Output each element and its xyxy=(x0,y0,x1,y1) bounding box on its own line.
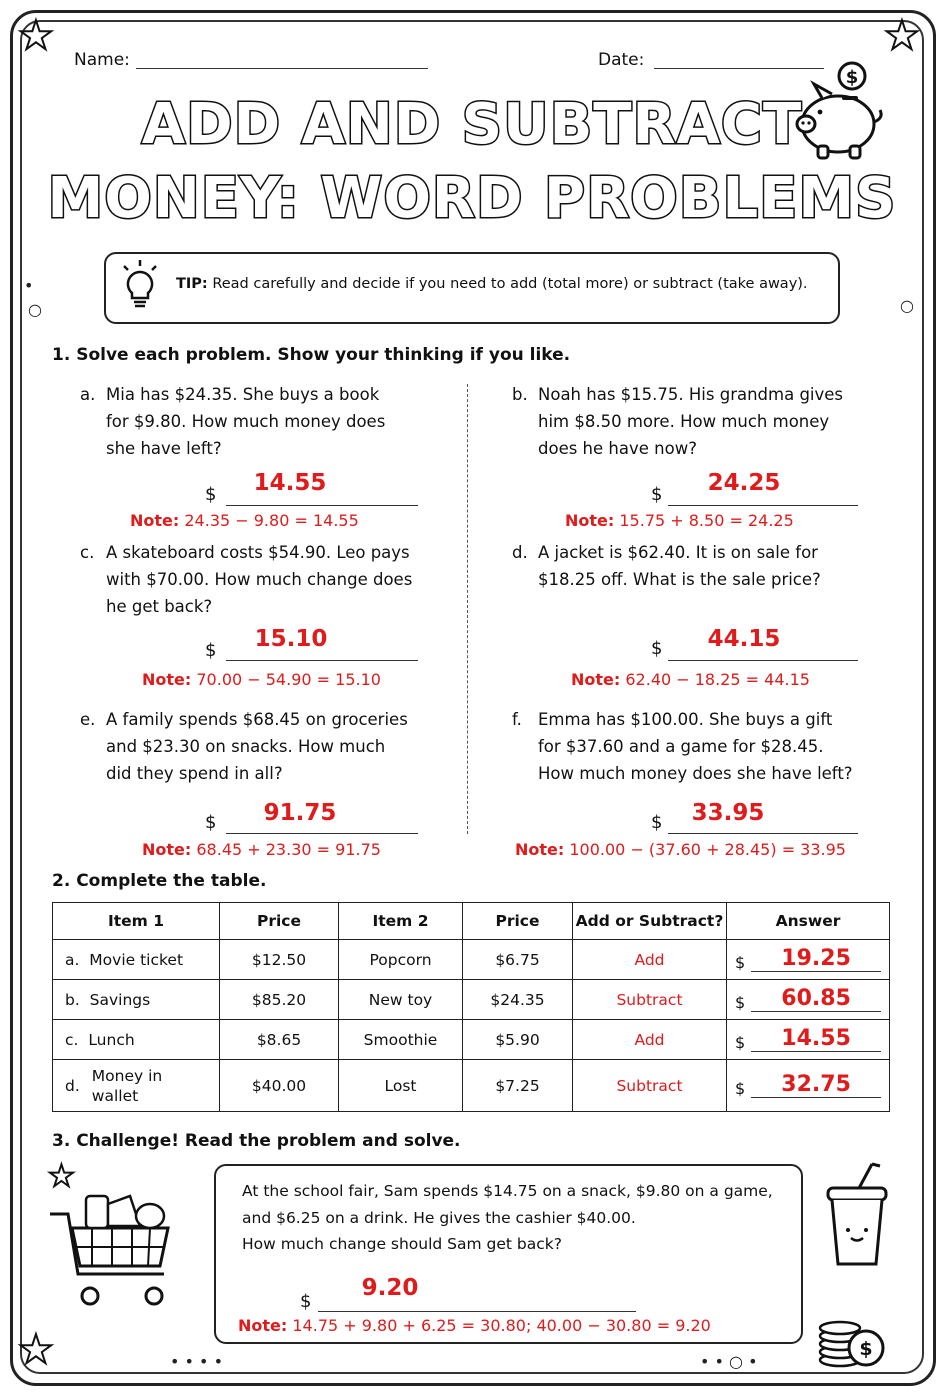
item2-cell: New toy xyxy=(339,980,463,1020)
price1-cell: $40.00 xyxy=(220,1060,339,1112)
star-icon: ★ xyxy=(884,13,920,59)
name-field[interactable] xyxy=(136,68,428,69)
problem-line: $18.25 off. What is the sale price? xyxy=(538,570,821,589)
dollar-sign: $ xyxy=(651,638,663,659)
problem-d xyxy=(512,539,821,589)
item1: Lunch xyxy=(88,1030,135,1049)
answer-value: 14.55 xyxy=(751,1027,881,1052)
drink-cup-icon xyxy=(822,1160,892,1272)
answer-note xyxy=(565,511,794,530)
dollar-sign: $ xyxy=(300,1291,312,1312)
answer-note xyxy=(142,840,381,859)
price2-cell: $6.75 xyxy=(463,940,573,980)
note-label: Note: xyxy=(515,840,565,859)
answer-note xyxy=(142,670,381,689)
tip-body: Read carefully and decide if you need to add (total more) or subtract (take away). xyxy=(207,276,808,292)
answer-line[interactable] xyxy=(226,505,418,506)
problem-letter: b. xyxy=(512,385,528,404)
item1-cell xyxy=(53,1020,220,1060)
problem-line: A jacket is $62.40. It is on sale for xyxy=(538,543,818,562)
challenge-text xyxy=(242,1178,773,1258)
svg-text:$: $ xyxy=(859,1338,873,1360)
column-header: Item 1 xyxy=(53,903,220,940)
item2-cell: Lost xyxy=(339,1060,463,1112)
dollar-sign: $ xyxy=(205,484,217,505)
operation-cell: Subtract xyxy=(573,980,727,1020)
problem-line: for $37.60 and a game for $28.45. xyxy=(538,737,824,756)
problem-line: and $23.30 on snacks. How much xyxy=(106,737,386,756)
row-letter: d. xyxy=(65,1076,80,1095)
answer-note xyxy=(571,670,810,689)
problem-a xyxy=(80,381,386,458)
column-header: Item 2 xyxy=(339,903,463,940)
price2-cell: $24.35 xyxy=(463,980,573,1020)
problem-line: she have left? xyxy=(106,439,222,458)
answer-note xyxy=(515,840,846,859)
operation-cell: Add xyxy=(573,1020,727,1060)
dollar-sign: $ xyxy=(205,640,217,661)
problem-f xyxy=(512,706,853,783)
problem-e xyxy=(80,706,408,783)
problem-line: Emma has $100.00. She buys a gift xyxy=(538,710,833,729)
row-letter: b. xyxy=(65,990,80,1009)
price1-cell: $8.65 xyxy=(220,1020,339,1060)
section3-heading: 3. Challenge! Read the problem and solve. xyxy=(52,1131,461,1151)
note-text: 70.00 − 54.90 = 15.10 xyxy=(191,670,381,689)
row-letter: a. xyxy=(65,950,80,969)
section2-heading: 2. Complete the table. xyxy=(52,871,267,891)
answer-note xyxy=(238,1316,711,1335)
border-doodle-icon: • • ○ • xyxy=(700,1352,758,1371)
answer-cell[interactable]: $ 19.25 xyxy=(727,940,890,980)
price1-cell: $12.50 xyxy=(220,940,339,980)
item1: Movie ticket xyxy=(89,950,184,969)
dollar-sign: $ xyxy=(651,484,663,505)
coin-stack-icon xyxy=(812,1312,890,1370)
answer-cell[interactable]: $ 32.75 xyxy=(727,1060,890,1112)
answer-line[interactable] xyxy=(318,1311,636,1312)
problem-line: How much money does she have left? xyxy=(538,764,853,783)
item2-cell: Popcorn xyxy=(339,940,463,980)
problem-c xyxy=(80,539,413,616)
star-icon: ★ xyxy=(48,1159,75,1194)
operation-cell: Subtract xyxy=(573,1060,727,1112)
star-icon: ★ xyxy=(18,1327,54,1373)
item1-cell xyxy=(53,940,220,980)
dollar-sign: $ xyxy=(651,812,663,833)
answer-line[interactable] xyxy=(668,833,858,834)
table-row xyxy=(53,980,890,1020)
price2-cell: $5.90 xyxy=(463,1020,573,1060)
problem-line: A skateboard costs $54.90. Leo pays xyxy=(106,543,410,562)
note-label: Note: xyxy=(142,840,192,859)
note-text: 24.35 − 9.80 = 14.55 xyxy=(179,511,359,530)
answer-line[interactable] xyxy=(226,833,418,834)
problem-letter: e. xyxy=(80,710,96,729)
problem-letter: c. xyxy=(80,543,95,562)
column-divider xyxy=(467,384,468,834)
date-label: Date: xyxy=(598,50,645,70)
answer-note xyxy=(130,511,359,530)
problem-line: with $70.00. How much change does xyxy=(106,570,413,589)
star-icon: ★ xyxy=(18,13,54,59)
table-row xyxy=(53,1020,890,1060)
answer-value: 44.15 xyxy=(707,626,781,652)
worksheet-title-line2: MONEY: WORD PROBLEMS xyxy=(47,166,897,231)
problem-line: does he have now? xyxy=(538,439,697,458)
name-label: Name: xyxy=(74,50,130,70)
price-table xyxy=(52,902,890,1112)
answer-line[interactable] xyxy=(668,660,858,661)
svg-text:$: $ xyxy=(845,67,859,88)
note-label: Note: xyxy=(565,511,615,530)
answer-cell[interactable]: $ 14.55 xyxy=(727,1020,890,1060)
challenge-line: and $6.25 on a drink. He gives the cashier $40.00. xyxy=(242,1208,636,1227)
answer-line[interactable] xyxy=(226,660,418,661)
border-doodle-icon: ○ xyxy=(28,300,42,319)
challenge-line: How much change should Sam get back? xyxy=(242,1235,562,1253)
note-label: Note: xyxy=(130,511,180,530)
note-text: 14.75 + 9.80 + 6.25 = 30.80; 40.00 − 30.80 = 9.20 xyxy=(287,1316,711,1335)
item1-cell xyxy=(53,1060,220,1112)
dollar-sign: $ xyxy=(205,812,217,833)
tip-label: TIP: xyxy=(176,276,208,292)
tip-text xyxy=(176,276,808,292)
price2-cell: $7.25 xyxy=(463,1060,573,1112)
column-header: Price xyxy=(463,903,573,940)
answer-value: 24.25 xyxy=(707,470,781,496)
answer-value: 33.95 xyxy=(691,800,765,826)
note-label: Note: xyxy=(571,670,621,689)
note-text: 62.40 − 18.25 = 44.15 xyxy=(620,670,810,689)
table-row xyxy=(53,1060,890,1112)
item1: Money in wallet xyxy=(91,1066,163,1105)
problem-letter: d. xyxy=(512,543,528,562)
column-header: Answer xyxy=(727,903,890,940)
problem-line: he get back? xyxy=(106,597,213,616)
problem-letter: a. xyxy=(80,385,96,404)
worksheet-title-line1: ADD AND SUBTRACT xyxy=(141,92,803,157)
problem-line: did they spend in all? xyxy=(106,764,283,783)
shopping-cart-icon xyxy=(46,1184,182,1312)
operation-cell: Add xyxy=(573,940,727,980)
note-text: 100.00 − (37.60 + 28.45) = 33.95 xyxy=(564,840,846,859)
item1-cell xyxy=(53,980,220,1020)
problem-line: Mia has $24.35. She buys a book xyxy=(106,385,380,404)
problem-line: him $8.50 more. How much money xyxy=(538,412,830,431)
challenge-line: At the school fair, Sam spends $14.75 on a snack, $9.80 on a game, xyxy=(242,1182,773,1200)
border-doodle-icon: • • • • xyxy=(170,1352,224,1371)
note-text: 68.45 + 23.30 = 91.75 xyxy=(191,840,381,859)
border-doodle-icon: ○ xyxy=(900,296,914,315)
problem-line: for $9.80. How much money does xyxy=(106,412,386,431)
answer-value: 91.75 xyxy=(263,800,337,826)
section1-heading: 1. Solve each problem. Show your thinking if you like. xyxy=(52,345,571,365)
table-header-row xyxy=(53,903,890,940)
problem-line: Noah has $15.75. His grandma gives xyxy=(538,385,844,404)
answer-value: 60.85 xyxy=(751,987,881,1012)
answer-value: 19.25 xyxy=(751,947,881,972)
border-doodle-icon: • xyxy=(24,276,34,295)
item2-cell: Smoothie xyxy=(339,1020,463,1060)
note-text: 15.75 + 8.50 = 24.25 xyxy=(614,511,794,530)
answer-line[interactable] xyxy=(668,505,858,506)
answer-value: 9.20 xyxy=(361,1275,419,1301)
lightbulb-icon xyxy=(118,258,162,314)
row-letter: c. xyxy=(65,1030,79,1049)
problem-letter: f. xyxy=(512,710,522,729)
problem-b xyxy=(512,381,844,458)
note-label: Note: xyxy=(142,670,192,689)
note-label: Note: xyxy=(238,1316,288,1335)
answer-value: 15.10 xyxy=(254,626,328,652)
item1: Savings xyxy=(89,990,151,1009)
answer-value: 14.55 xyxy=(253,470,327,496)
price1-cell: $85.20 xyxy=(220,980,339,1020)
column-header: Price xyxy=(220,903,339,940)
answer-cell[interactable]: $ 60.85 xyxy=(727,980,890,1020)
answer-value: 32.75 xyxy=(751,1073,881,1098)
problem-line: A family spends $68.45 on groceries xyxy=(106,710,408,729)
table-row xyxy=(53,940,890,980)
column-header: Add or Subtract? xyxy=(573,903,727,940)
